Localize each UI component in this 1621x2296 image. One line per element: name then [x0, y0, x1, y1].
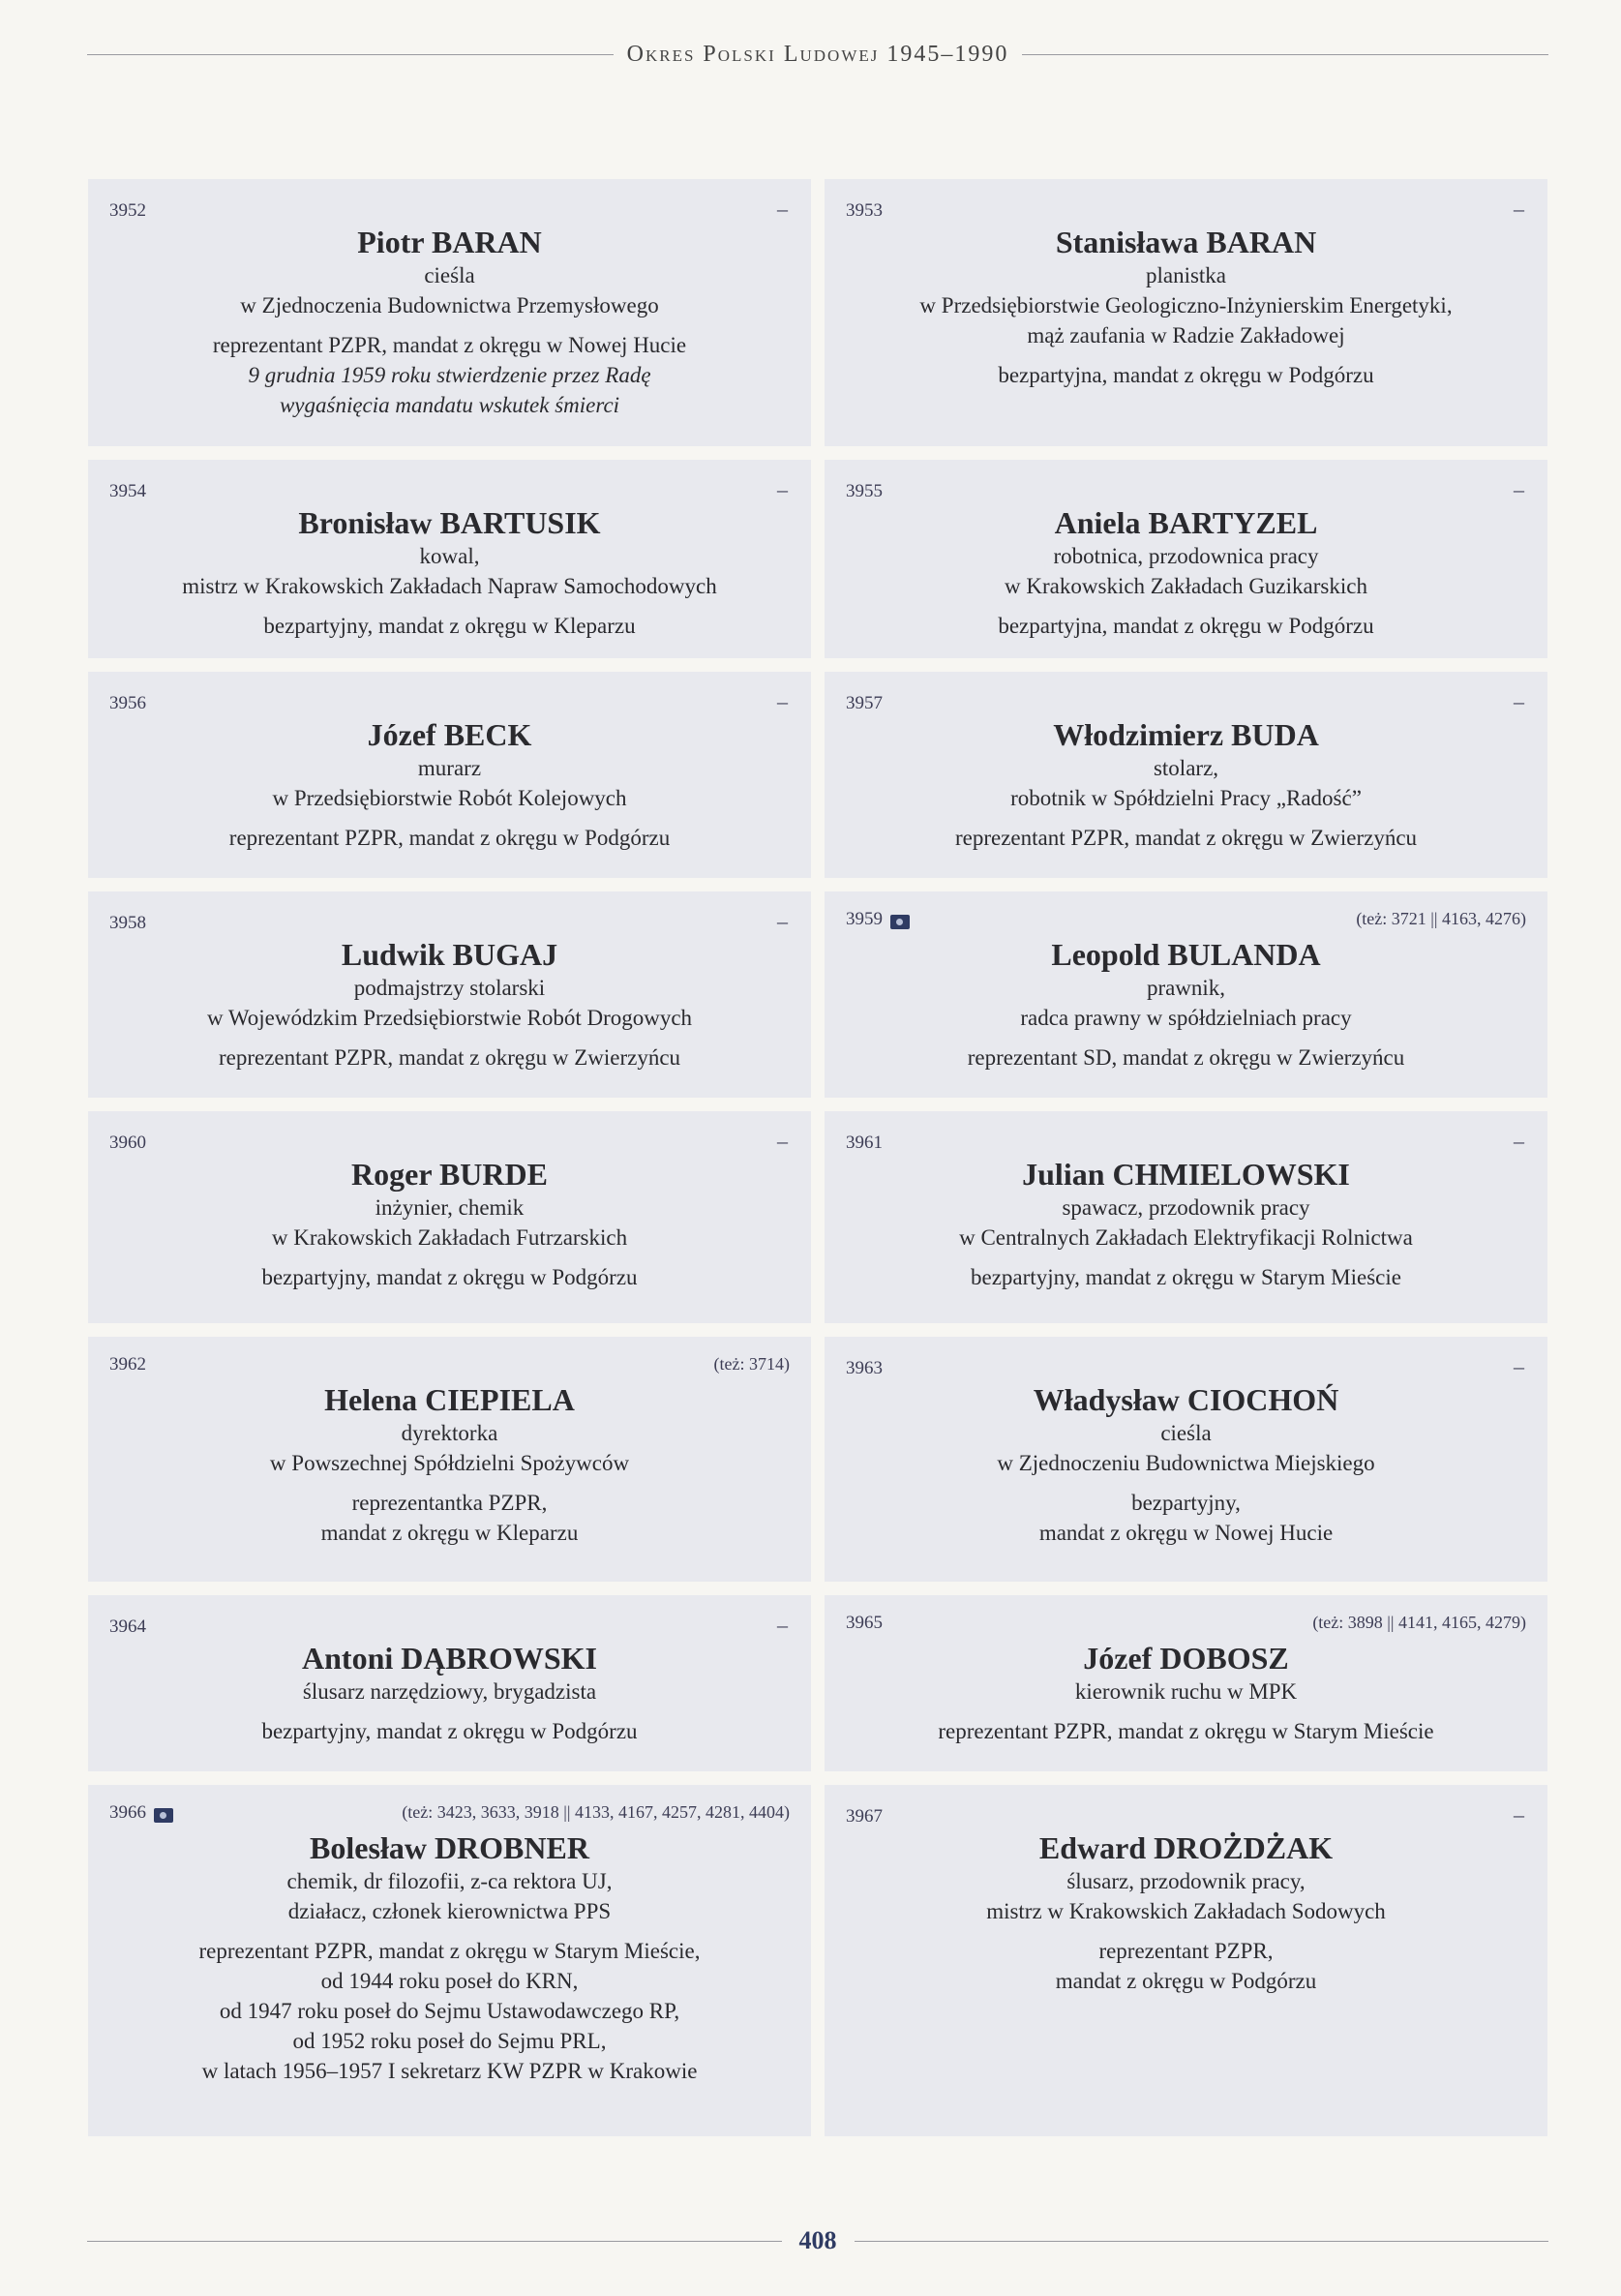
entry-number: 3961	[846, 1133, 883, 1153]
occupation-line: mąż zaufania w Radzie Zakładowej	[1027, 323, 1345, 347]
occupation-line: w Centralnych Zakładach Elektryfikacji Rolnictwa	[959, 1225, 1413, 1250]
occupation-line: prawnik,	[1146, 976, 1226, 1000]
entry-number: 3955	[846, 481, 883, 501]
header-rule-right	[1022, 54, 1548, 55]
cross-reference: (też: 3721 || 4163, 4276)	[1356, 909, 1526, 928]
mandate-line: reprezentant PZPR, mandat z okręgu w Nowej Hucie	[212, 333, 687, 357]
person-name: Julian CHMIELOWSKI	[1022, 1157, 1350, 1192]
entry-card	[88, 1111, 811, 1323]
occupation-line: w Przedsiębiorstwie Geologiczno-Inżynierskim Energetyki,	[919, 293, 1453, 317]
mandate-line: reprezentant PZPR, mandat z okręgu w Starym Mieście	[938, 1719, 1434, 1743]
mandate-line: od 1952 roku poseł do Sejmu PRL,	[292, 2029, 607, 2053]
occupation-line: w Zjednoczenia Budownictwa Przemysłowego	[240, 293, 659, 317]
occupation-line: radca prawny w spółdzielniach pracy	[1020, 1006, 1352, 1030]
entry-number: 3953	[846, 200, 883, 221]
entry-header	[109, 689, 790, 712]
cross-reference: (też: 3898 || 4141, 4165, 4279)	[1312, 1613, 1526, 1632]
entry-id-group	[109, 1354, 146, 1375]
header-title: Okres Polski Ludowej 1945–1990	[626, 41, 1009, 67]
footer-rule-right	[855, 2241, 1549, 2242]
entry-id-group	[846, 1358, 883, 1379]
entry-header	[846, 1129, 1526, 1152]
entry-number: 3957	[846, 693, 883, 713]
entry-number: 3956	[109, 693, 146, 713]
person-name: Antoni DĄBROWSKI	[302, 1641, 597, 1676]
occupation-line: ślusarz narzędziowy, brygadzista	[302, 1679, 597, 1704]
mandate-line: bezpartyjna, mandat z okręgu w Podgórzu	[998, 363, 1374, 387]
entry-header	[846, 1354, 1526, 1377]
entry-header	[846, 477, 1526, 500]
mandate-line: reprezentantka PZPR,	[351, 1491, 548, 1515]
occupation-line: cieśla	[424, 263, 475, 287]
entry-card	[825, 1785, 1547, 2136]
occupation-line: robotnik w Spółdzielni Pracy „Radość”	[1010, 786, 1362, 810]
entry-number: 3966	[109, 1802, 146, 1823]
entry-marker: –	[777, 689, 788, 713]
entry-card	[825, 179, 1547, 446]
occupation-line: podmajstrzy stolarski	[353, 976, 546, 1000]
entry-number: 3967	[846, 1806, 883, 1827]
occupation-line: w Przedsiębiorstwie Robót Kolejowych	[272, 786, 627, 810]
mandate-line: mandat z okręgu w Nowej Hucie	[1038, 1521, 1334, 1545]
mandate-line: bezpartyjna, mandat z okręgu w Podgórzu	[998, 614, 1374, 638]
photo-icon	[154, 1808, 173, 1823]
entry-number: 3952	[109, 200, 146, 221]
mandate-line: reprezentant PZPR,	[1098, 1939, 1274, 1963]
mandate-line: reprezentant PZPR, mandat z okręgu w Starym Mieście,	[198, 1939, 701, 1963]
occupation-line: kowal,	[419, 544, 480, 568]
entry-card	[825, 460, 1547, 658]
occupation-line: w Krakowskich Zakładach Guzikarskich	[1005, 574, 1367, 598]
mandate-line: bezpartyjny, mandat z okręgu w Podgórzu	[261, 1265, 638, 1289]
occupation-line: kierownik ruchu w MPK	[1074, 1679, 1298, 1704]
entry-card	[825, 1337, 1547, 1582]
occupation-line: dyrektorka	[401, 1421, 498, 1445]
occupation-line: w Powszechnej Spółdzielni Spożywców	[269, 1451, 630, 1475]
occupation-line: mistrz w Krakowskich Zakładach Napraw Samochodowych	[182, 574, 717, 598]
photo-icon	[890, 915, 910, 929]
entry-id-group	[846, 1133, 883, 1154]
running-header	[87, 39, 1548, 70]
entry-card	[825, 1595, 1547, 1771]
entry-marker: –	[1514, 689, 1524, 713]
person-name: Aniela BARTYZEL	[1054, 505, 1318, 540]
person-name: Józef DOBOSZ	[1083, 1641, 1289, 1676]
person-name: Władysław CIOCHOŃ	[1033, 1382, 1339, 1417]
mandate-line: od 1947 roku poseł do Sejmu Ustawodawczego RP,	[219, 1999, 680, 2023]
entry-header	[109, 1613, 790, 1636]
entry-card	[88, 1337, 811, 1582]
entry-header	[846, 1802, 1526, 1826]
occupation-line: cieśla	[1160, 1421, 1212, 1445]
entry-number: 3954	[109, 481, 146, 501]
entry-marker: –	[1514, 477, 1524, 501]
occupation-line: chemik, dr filozofii, z-ca rektora UJ,	[286, 1869, 613, 1893]
cross-reference: (też: 3423, 3633, 3918 || 4133, 4167, 4257, 4281, 4404)	[402, 1802, 790, 1822]
entry-card	[825, 891, 1547, 1098]
entries-grid	[88, 179, 1547, 2113]
mandate-line: bezpartyjny, mandat z okręgu w Starym Mieście	[971, 1265, 1401, 1289]
person-name: Włodzimierz BUDA	[1053, 717, 1319, 752]
occupation-line: robotnica, przodownica pracy	[1053, 544, 1319, 568]
cross-reference: (też: 3714)	[713, 1354, 790, 1374]
entry-header	[846, 689, 1526, 712]
entry-id-group	[846, 909, 910, 930]
mandate-line: reprezentant PZPR, mandat z okręgu w Podgórzu	[228, 826, 671, 850]
entry-id-group	[109, 693, 146, 714]
entry-header	[109, 1354, 790, 1377]
entry-id-group	[109, 481, 146, 502]
entry-marker: –	[777, 1129, 788, 1153]
person-name: Piotr BARAN	[357, 225, 542, 259]
occupation-line: w Wojewódzkim Przedsiębiorstwie Robót Drogowych	[206, 1006, 693, 1030]
entry-id-group	[109, 1802, 173, 1824]
person-name: Bronisław BARTUSIK	[298, 505, 601, 540]
mandate-line: reprezentant SD, mandat z okręgu w Zwierzyńcu	[967, 1045, 1405, 1070]
entry-header	[846, 196, 1526, 220]
person-name: Roger BURDE	[351, 1157, 548, 1192]
entry-marker: –	[777, 1613, 788, 1637]
occupation-line: ślusarz, przodownik pracy,	[1066, 1869, 1306, 1893]
footer-rule-left	[87, 2241, 782, 2242]
entry-number: 3958	[109, 913, 146, 933]
entry-header	[109, 477, 790, 500]
person-name: Stanisława BARAN	[1055, 225, 1317, 259]
entry-card	[825, 672, 1547, 878]
entry-marker: –	[1514, 1802, 1524, 1827]
occupation-line: w Zjednoczeniu Budownictwa Miejskiego	[997, 1451, 1375, 1475]
entry-id-group	[846, 481, 883, 502]
occupation-line: murarz	[417, 756, 482, 780]
page-footer	[87, 2226, 1548, 2255]
entry-id-group	[109, 913, 146, 934]
entry-number: 3960	[109, 1133, 146, 1153]
entry-card	[88, 460, 811, 658]
entry-marker: –	[1514, 1129, 1524, 1153]
entry-number: 3963	[846, 1358, 883, 1378]
entry-header	[109, 1802, 790, 1826]
entry-marker: –	[1514, 1354, 1524, 1378]
occupation-line: planistka	[1145, 263, 1227, 287]
occupation-line: spawacz, przodownik pracy	[1062, 1195, 1310, 1220]
occupation-line: stolarz,	[1153, 756, 1219, 780]
person-name: Leopold BULANDA	[1051, 937, 1321, 972]
mandate-line: od 1944 roku poseł do KRN,	[320, 1969, 579, 1993]
entry-card	[825, 1111, 1547, 1323]
entry-header	[846, 1613, 1526, 1636]
entry-number: 3964	[109, 1616, 146, 1637]
mandate-line: reprezentant PZPR, mandat z okręgu w Zwierzyńcu	[218, 1045, 681, 1070]
entry-card	[88, 1595, 811, 1771]
entry-id-group	[846, 1613, 883, 1634]
entry-header	[109, 909, 790, 932]
person-name: Edward DROŻDŻAK	[1038, 1830, 1334, 1865]
person-name: Bolesław DROBNER	[310, 1830, 589, 1865]
entry-id-group	[846, 1806, 883, 1828]
mandate-line: bezpartyjny, mandat z okręgu w Kleparzu	[263, 614, 636, 638]
entry-marker: –	[1514, 196, 1524, 221]
header-rule-left	[87, 54, 614, 55]
entry-id-group	[846, 200, 883, 222]
person-name: Helena CIEPIELA	[324, 1382, 575, 1417]
entry-card	[88, 1785, 811, 2136]
occupation-line: mistrz w Krakowskich Zakładach Sodowych	[986, 1899, 1386, 1923]
entry-card	[88, 179, 811, 446]
entry-id-group	[109, 200, 146, 222]
entry-card	[88, 672, 811, 878]
occupation-line: w Krakowskich Zakładach Futrzarskich	[271, 1225, 628, 1250]
entry-id-group	[109, 1133, 146, 1154]
entry-header	[109, 196, 790, 220]
person-name: Józef BECK	[367, 717, 532, 752]
occupation-line: działacz, członek kierownictwa PPS	[287, 1899, 612, 1923]
entry-header	[109, 1129, 790, 1152]
mandate-line: w latach 1956–1957 I sekretarz KW PZPR w Krakowie	[201, 2059, 698, 2083]
mandate-line: bezpartyjny,	[1131, 1491, 1241, 1515]
page-number: 408	[798, 2226, 837, 2254]
entry-number: 3962	[109, 1354, 146, 1375]
occupation-line: inżynier, chemik	[375, 1195, 525, 1220]
person-name: Ludwik BUGAJ	[341, 937, 558, 972]
entry-id-group	[846, 693, 883, 714]
mandate-line: mandat z okręgu w Kleparzu	[320, 1521, 579, 1545]
entry-id-group	[109, 1616, 146, 1638]
note-line: wygaśnięcia mandatu wskutek śmierci	[279, 393, 620, 417]
entry-number: 3959	[846, 909, 883, 929]
entry-marker: –	[777, 196, 788, 221]
entry-header	[846, 909, 1526, 932]
note-line: 9 grudnia 1959 roku stwierdzenie przez Radę	[248, 363, 651, 387]
mandate-line: reprezentant PZPR, mandat z okręgu w Zwierzyńcu	[954, 826, 1418, 850]
mandate-line: bezpartyjny, mandat z okręgu w Podgórzu	[261, 1719, 638, 1743]
entry-card	[88, 891, 811, 1098]
entry-number: 3965	[846, 1613, 883, 1633]
entry-marker: –	[777, 477, 788, 501]
entry-marker: –	[777, 909, 788, 933]
mandate-line: mandat z okręgu w Podgórzu	[1055, 1969, 1317, 1993]
